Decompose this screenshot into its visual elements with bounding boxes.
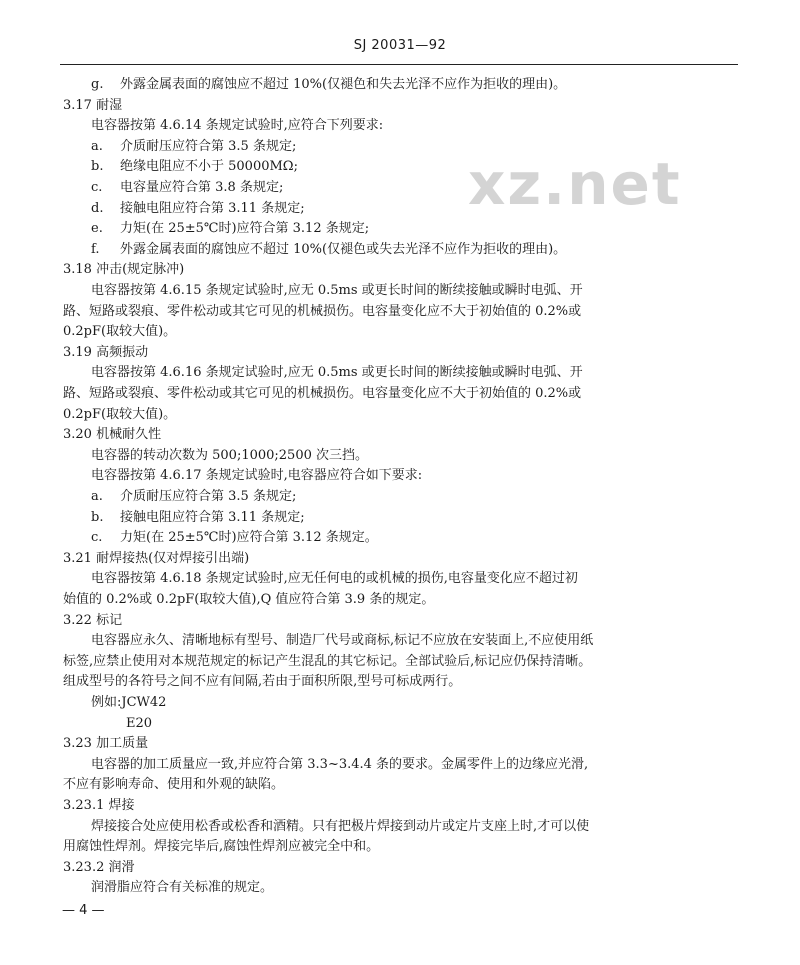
list-item-label: g. — [91, 77, 104, 92]
paragraph-line: 电容器按第 4.6.16 条规定试验时,应无 0.5ms 或更长时间的断续接触或瞬时电弧、开 — [91, 365, 583, 380]
section-heading: 3.18 冲击(规定脉冲) — [63, 262, 185, 277]
document-number-header: SJ 20031—92 — [353, 38, 447, 53]
example-line: E20 — [126, 716, 153, 731]
list-item-text: 介质耐压应符合第 3.5 条规定; — [120, 139, 297, 154]
section-heading: 3.20 机械耐久性 — [63, 427, 162, 442]
paragraph-continuation: 始值的 0.2%或 0.2pF(取较大值),Q 值应符合第 3.9 条的规定。 — [63, 592, 435, 607]
section-heading: 3.17 耐湿 — [63, 98, 123, 113]
section-heading: 3.19 高频振动 — [63, 345, 149, 360]
paragraph-line: 例如:JCW42 — [91, 695, 167, 710]
paragraph-continuation: 0.2pF(取较大值)。 — [63, 324, 177, 339]
section-heading: 3.23.2 润滑 — [63, 860, 135, 875]
paragraph-line: 电容器按第 4.6.14 条规定试验时,应符合下列要求: — [91, 118, 384, 133]
paragraph-continuation: 路、短路或裂痕、零件松动或其它可见的机械损伤。电容量变化应不大于初始值的 0.2%或 — [63, 304, 582, 319]
list-item-text: 外露金属表面的腐蚀应不超过 10%(仅褪色或失去光泽不应作为拒收的理由)。 — [120, 242, 567, 257]
list-item-text: 介质耐压应符合第 3.5 条规定; — [120, 489, 297, 504]
paragraph-line: 焊接接合处应使用松香或松香和酒精。只有把极片焊接到动片或定片支座上时,才可以使 — [91, 819, 590, 834]
list-item-text: 接触电阻应符合第 3.11 条规定; — [120, 510, 305, 525]
list-item-text: 力矩(在 25±5℃时)应符合第 3.12 条规定; — [120, 221, 370, 236]
list-item-label: c. — [91, 530, 103, 545]
section-heading: 3.22 标记 — [63, 613, 123, 628]
list-item-label: b. — [91, 510, 104, 525]
list-item-label: c. — [91, 180, 103, 195]
section-heading: 3.23 加工质量 — [63, 736, 149, 751]
paragraph-continuation: 路、短路或裂痕、零件松动或其它可见的机械损伤。电容量变化应不大于初始值的 0.2%或 — [63, 386, 582, 401]
paragraph-continuation: 0.2pF(取较大值)。 — [63, 407, 177, 422]
page-number: — 4 — — [62, 903, 105, 918]
list-item-label: a. — [91, 139, 103, 154]
paragraph-line: 电容器的转动次数为 500;1000;2500 次三挡。 — [91, 448, 369, 463]
paragraph-continuation: 标签,应禁止使用对本规范规定的标记产生混乱的其它标记。全部试验后,标记应仍保持清晰。 — [63, 654, 592, 669]
paragraph-line: 电容器的加工质量应一致,并应符合第 3.3~3.4.4 条的要求。金属零件上的边缘应光滑, — [91, 757, 589, 772]
list-item-text: 绝缘电阻应不小于 50000MΩ; — [120, 159, 298, 174]
list-item-text: 电容量应符合第 3.8 条规定; — [120, 180, 284, 195]
paragraph-line: 电容器按第 4.6.17 条规定试验时,电容器应符合如下要求: — [91, 468, 423, 483]
paragraph-line: 电容器按第 4.6.15 条规定试验时,应无 0.5ms 或更长时间的断续接触或瞬时电弧、开 — [91, 283, 583, 298]
list-item-label: f. — [91, 242, 100, 257]
header-rule — [60, 64, 738, 65]
paragraph-continuation: 组成型号的各符号之间不应有间隔,若由于面积所限,型号可标成两行。 — [63, 674, 462, 689]
list-item-text: 接触电阻应符合第 3.11 条规定; — [120, 201, 305, 216]
section-heading: 3.23.1 焊接 — [63, 798, 135, 813]
watermark: xz.net — [468, 150, 682, 218]
paragraph-line: 电容器按第 4.6.18 条规定试验时,应无任何电的或机械的损伤,电容量变化应不超过初 — [91, 571, 578, 586]
paragraph-continuation: 不应有影响寿命、使用和外观的缺陷。 — [63, 777, 285, 792]
list-item-text: 外露金属表面的腐蚀应不超过 10%(仅褪色和失去光泽不应作为拒收的理由)。 — [120, 77, 567, 92]
paragraph-line: 电容器应永久、清晰地标有型号、制造厂代号或商标,标记不应放在安装面上,不应使用纸 — [91, 633, 594, 648]
section-heading: 3.21 耐焊接热(仅对焊接引出端) — [63, 551, 250, 566]
list-item-label: a. — [91, 489, 103, 504]
list-item-text: 力矩(在 25±5℃时)应符合第 3.12 条规定。 — [120, 530, 378, 545]
paragraph-continuation: 用腐蚀性焊剂。焊接完毕后,腐蚀性焊剂应被完全中和。 — [63, 839, 380, 854]
list-item-label: d. — [91, 201, 104, 216]
list-item-label: b. — [91, 159, 104, 174]
paragraph-line: 润滑脂应符合有关标准的规定。 — [91, 880, 274, 895]
list-item-label: e. — [91, 221, 103, 236]
